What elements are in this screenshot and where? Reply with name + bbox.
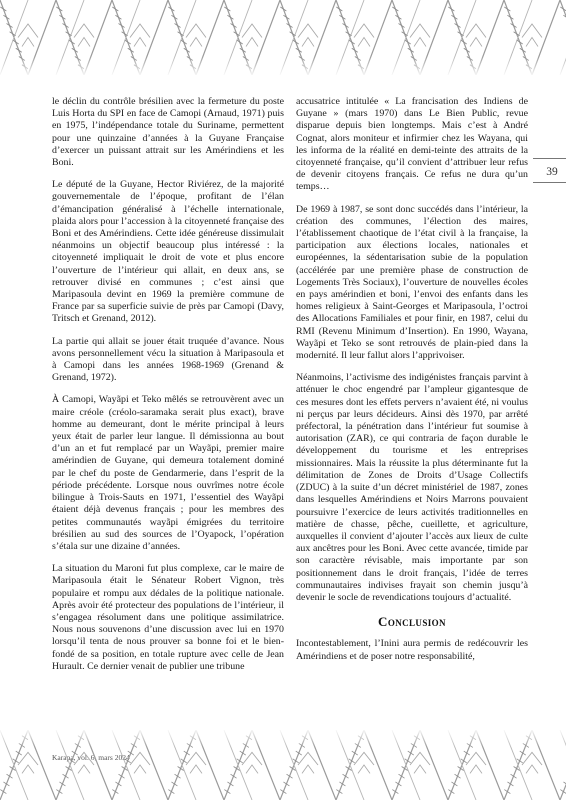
paragraph: Néanmoins, l’activisme des indigénistes français parvint à atténuer le choc engendré par l’ampleur gigantesque de ces mesures dont les effets pervers n’avaient été, ni voulus ni perçus par leurs décideurs. Ainsi dès 1970, par arrêté préfectoral, la pénétration dans l’intérieur fut soumise à autorisation (ZAR), ce qui contraria de façon durable le développement du tourisme et les entreprises missionnaires. Mais la réussite la plus déterminante fut la délimitation de Zones de Droits d’Usage Collectifs (ZDUC) à la suite d’un décret ministériel de 1987, zones dans lesquelles Amérindiens et Noirs Marrons pouvaient poursuivre l’exercice de leurs activités traditionnelles en matière de chasse, pêche, cueillette, et agriculture, auxquelles il convient d’ajouter l’accès aux lieux de culte aux ancêtres pour les Boni. Avec cette avancée, timide par son caractère révisable, mais importante par son positionnement dans le droit français, l’idée de terres communautaires indivises frayait son chemin jusqu’à devenir le socle de revendications toujours d’actualité. bbox=[296, 372, 528, 603]
paragraph: De 1969 à 1987, se sont donc succédés dans l’intérieur, la création des communes, l’élection des maires, l’établissement chaotique de l’état civil à la française, la participation aux élections locales, nationales et européennes, la sédentarisation subie de la population (accélérée par une première phase de construction de Logements Très Sociaux), l’ouverture de nouvelles écoles en pays amérindien et boni, l’envoi des enfants dans les homes religieux à Saint-Georges et Maripasoula, l’octroi des Allocations Familiales et pour finir, en 1987, celui du RMI (Revenu Minimum d’Insertion). En 1990, Wayana, Wayãpi et Teko se sont retrouvés de plain-pied dans la modernité. Il leur fallut alors l’apprivoiser. bbox=[296, 203, 528, 362]
decorative-footer-band bbox=[0, 730, 566, 800]
paragraph: À Camopi, Wayãpi et Teko mêlés se retrouvèrent avec un maire créole (créolo-saramaka serait plus exact), brave homme au demeurant, dont le mérite principal à leurs yeux était de parler leur langue. Il démissionna au bout d’un an et fut remplacé par un Wayãpi, premier maire amérindien de Guyane, qui demeura totalement dominé par le chef du poste de Gendarmerie, dans l’esprit de la période précédente. Lorsque nous ouvrîmes notre école bilingue à Trois-Sauts en 1971, l’essentiel des Wayãpi étaient déjà devenus français ; pour les membres des petites communautés wayãpi émigrées du territoire brésilien au sud des sources de l’Oyapock, l’opération s’étala sur une dizaine d’années. bbox=[52, 394, 284, 552]
tribal-pattern-icon bbox=[0, 730, 566, 800]
page-number-rule-top bbox=[533, 158, 566, 159]
right-column bbox=[296, 96, 528, 673]
decorative-header-band bbox=[0, 0, 566, 75]
paragraph: le déclin du contrôle brésilien avec la fermeture du poste Luis Horta du SPI en face de Camopi (Arnaud, 1971) puis en 1975, l’indépendance totale du Suriname, permettent pour une quinzaine d’années à la Guyane Française d’exercer un puissant attrait sur les Amérindiens et les Boni. bbox=[52, 96, 284, 169]
page-number-rule-bottom bbox=[533, 182, 566, 183]
paragraph: Le député de la Guyane, Hector Riviérez, de la majorité gouvernementale de l’époque, profitant de l’élan d’émancipation généralisé à l’échelle internationale, plaida alors pour l’accession à la citoyenneté française des Boni et des Amérindiens. Cette idée généreuse dissimulait néanmoins un objectif beaucoup plus intéressé : la citoyenneté impliquait le droit de vote et plus encore l’ouverture de l’intérieur qui allait, en deux ans, se retrouver divisé en communes ; c’est ainsi que Maripasoula devint en 1969 la première commune de France par sa superficie suivie de près par Camopi (Davy, Tritsch et Grenand, 2012). bbox=[52, 179, 284, 325]
paragraph: Incontestablement, l’Inini aura permis de redécouvrir les Amérindiens et de poser notre responsabilité, bbox=[296, 638, 528, 662]
paragraph: La partie qui allait se jouer était truquée d’avance. Nous avons personnellement vécu la situation à Maripasoula et à Camopi dans les années 1968-1969 (Grenand & Grenand, 1972). bbox=[52, 335, 284, 384]
page-number: 39 bbox=[546, 166, 558, 178]
section-heading: Conclusion bbox=[378, 614, 446, 630]
paragraph: accusatrice intitulée « La francisation des Indiens de Guyane » (mars 1970) dans Le Bien Public, revue disparue depuis bien longtemps. Mais c’est à André Cognat, alors moniteur et infirmier chez les Wayana, qui les informa de la réalité en demi-teinte des attraits de la citoyenneté française, qu’il convient d’attribuer leur refus de devenir citoyens français. Ce refus ne dura qu’un temps… bbox=[296, 96, 528, 193]
tribal-pattern-icon bbox=[0, 0, 566, 75]
paragraph: La situation du Maroni fut plus complexe, car le maire de Maripasoula était le Sénateur Robert Vignon, très populaire et rompu aux dédales de la politique nationale. Après avoir été protecteur des populations de l’intérieur, il s’engagea résolument dans une politique assimilatrice. Nous nous souvenons d’une discussion avec lui en 1970 lorsqu’il tenta de nous prouver sa bonne foi et le bien-fondé de sa position, en totale rupture avec celle de Jean Hurault. Ce dernier venait de publier une tribune bbox=[52, 563, 284, 672]
left-column bbox=[52, 96, 284, 683]
